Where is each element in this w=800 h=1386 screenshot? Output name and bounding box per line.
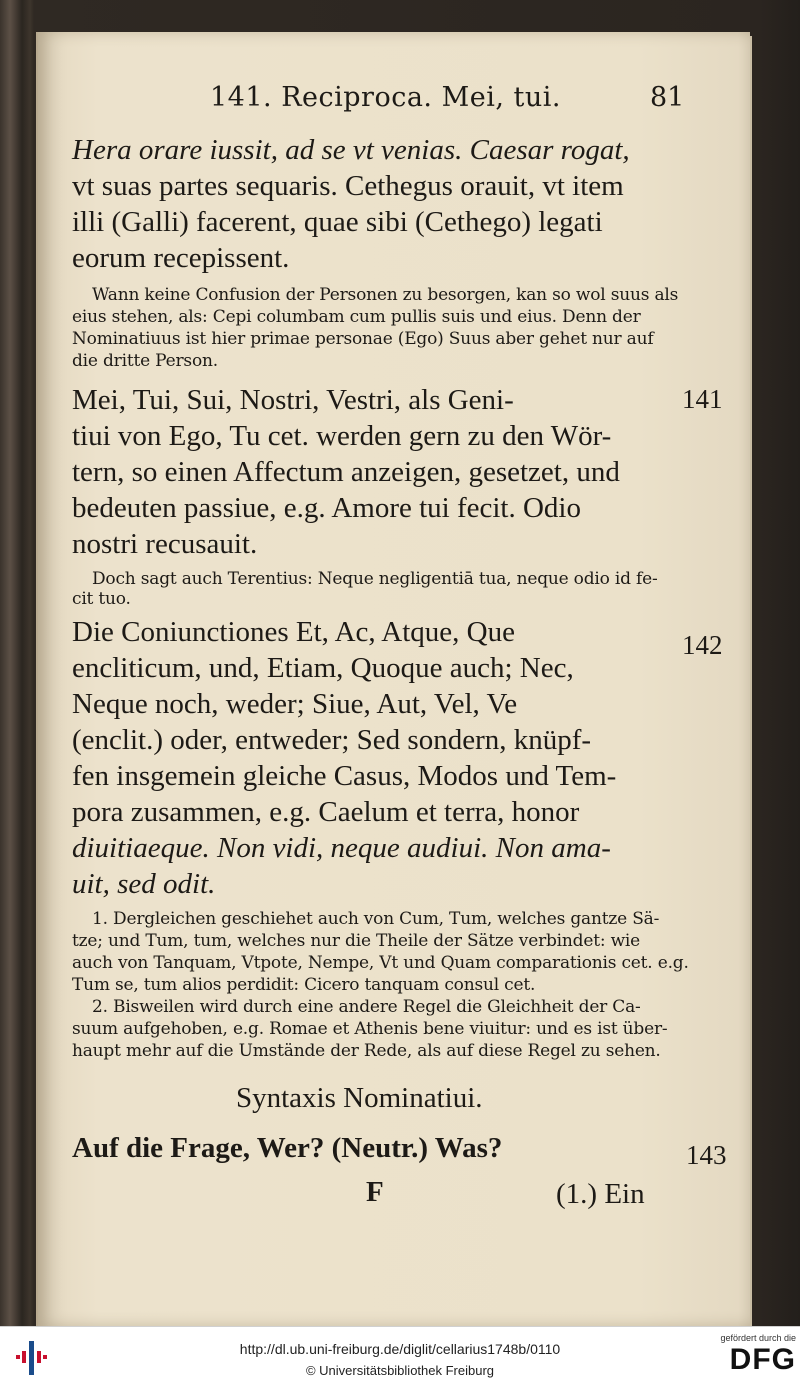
rule-line: Neque noch, weder; Siue, Aut, Vel, Ve: [72, 688, 518, 720]
rule-line: Die Coniunctiones Et, Ac, Atque, Que: [72, 616, 515, 648]
note-line: suum aufgehoben, e.g. Romae et Athenis bene viuitur: und es ist über-: [72, 1019, 668, 1039]
note-line: tze; und Tum, tum, welches nur die Theile der Sätze verbindet: wie: [72, 931, 641, 951]
rule-line: tern, so einen Affectum anzeigen, gesetzet, und: [72, 456, 620, 488]
rule-line: tiui von Ego, Tu cet. werden gern zu den Wör-: [72, 420, 612, 452]
body-line: vt suas partes sequaris. Cethegus orauit, vt item: [72, 170, 624, 202]
note-line: Tum se, tum alios perdidit: Cicero tanquam consul cet.: [72, 975, 536, 995]
permalink-url[interactable]: http://dl.ub.uni-freiburg.de/diglit/cellarius1748b/0110: [239, 1341, 561, 1357]
dfg-caption: gefördert durch die: [720, 1333, 796, 1343]
rule-line: (enclit.) oder, entweder; Sed sondern, knüpf-: [72, 724, 592, 756]
note-line: eius stehen, als: Cepi columbam cum pullis suis und eius. Denn der: [72, 307, 641, 327]
dfg-logo-text: DFG: [729, 1343, 796, 1376]
margin-number: 141: [682, 384, 723, 414]
rule-line: fen insgemein gleiche Casus, Modos und Tem-: [72, 760, 617, 792]
body-line: eorum recepissent.: [72, 242, 290, 274]
signature-mark: F: [366, 1176, 384, 1208]
rule-line: nostri recusauit.: [72, 528, 258, 560]
rule-line: pora zusammen, e.g. Caelum et terra, honor: [72, 796, 580, 828]
page-header: 141. Reciproca. Mei, tui.: [210, 82, 561, 113]
note-line: Doch sagt auch Terentius: Neque negligentiā tua, neque odio id fe-: [92, 569, 658, 589]
rule-line: bedeuten passiue, e.g. Amore tui fecit. Odio: [72, 492, 581, 524]
note-line: 2. Bisweilen wird durch eine andere Regel die Gleichheit der Ca-: [92, 997, 641, 1017]
rule-line: uit, sed odit.: [72, 868, 216, 900]
viewer-footer: [0, 1326, 800, 1386]
dfg-logo: [700, 1333, 796, 1385]
catchword: (1.) Ein: [556, 1178, 645, 1210]
body-line: illi (Galli) facerent, quae sibi (Cethego) legati: [72, 206, 603, 238]
section-heading: Syntaxis Nominatiui.: [236, 1082, 483, 1114]
note-line: auch von Tanquam, Vtpote, Nempe, Vt und Quam comparationis cet. e.g.: [72, 953, 689, 973]
rule-line: Mei, Tui, Sui, Nostri, Vestri, als Geni-: [72, 384, 514, 416]
margin-number: 142: [682, 630, 723, 660]
margin-number: 143: [686, 1140, 727, 1170]
note-line: Wann keine Confusion der Personen zu besorgen, kan so wol suus als: [92, 285, 679, 305]
note-line: cit tuo.: [72, 589, 131, 609]
note-line: die dritte Person.: [72, 351, 218, 371]
rule-line: diuitiaeque. Non vidi, neque audiui. Non ama-: [72, 832, 611, 864]
copyright-notice: © Universitätsbibliothek Freiburg: [305, 1363, 495, 1378]
note-line: 1. Dergleichen geschiehet auch von Cum, Tum, welches gantze Sä-: [92, 909, 660, 929]
body-line: Hera orare iussit, ad se vt venias. Caesar rogat,: [72, 134, 630, 166]
note-line: haupt mehr auf die Umstände der Rede, als auf diese Regel zu sehen.: [72, 1041, 661, 1061]
rule-line: encliticum, und, Etiam, Quoque auch; Nec,: [72, 652, 574, 684]
note-line: Nominatiuus ist hier primae personae (Ego) Suus aber gehet nur auf: [72, 329, 654, 349]
page-number: 81: [650, 82, 685, 113]
rule-line: Auf die Frage, Wer? (Neutr.) Was?: [72, 1132, 503, 1164]
